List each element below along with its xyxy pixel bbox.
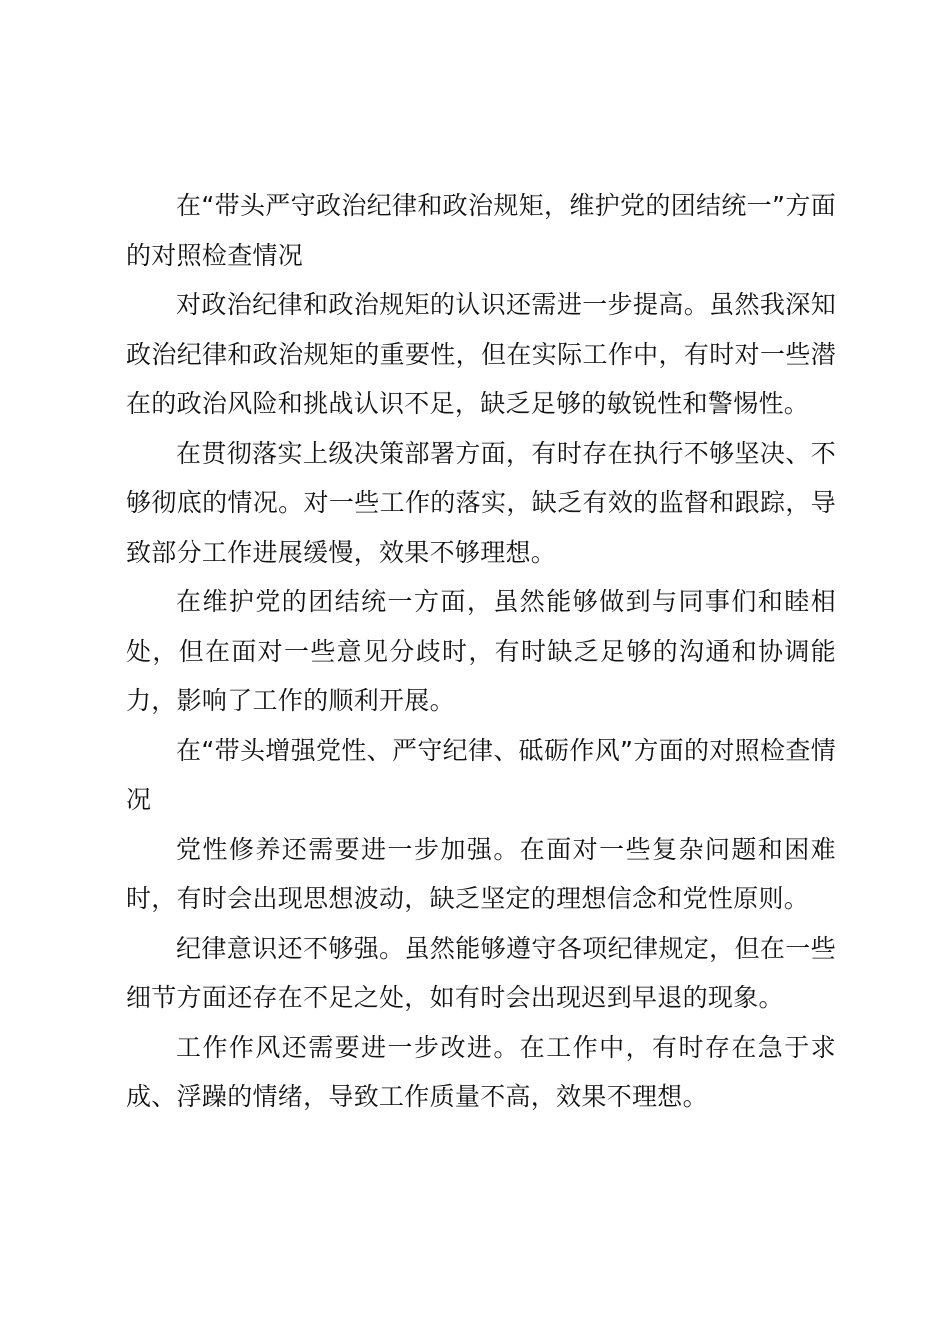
document-body	[126, 181, 836, 1122]
section-heading: 在“带头增强党性、严守纪律、砥砺作风”方面的对照检查情况	[126, 735, 836, 814]
body-paragraph: 在维护党的团结统一方面，虽然能够做到与同事们和睦相处，但在面对一些意见分歧时，有时缺乏足够的沟通和协调能力，影响了工作的顺利开展。	[126, 587, 836, 715]
body-paragraph: 纪律意识还不够强。虽然能够遵守各项纪律规定，但在一些细节方面还存在不足之处，如有时会出现迟到早退的现象。	[126, 933, 836, 1012]
body-paragraph: 对政治纪律和政治规矩的认识还需进一步提高。虽然我深知政治纪律和政治规矩的重要性，但在实际工作中，有时对一些潜在的政治风险和挑战认识不足，缺乏足够的敏锐性和警惕性。	[126, 290, 836, 418]
body-paragraph: 党性修养还需要进一步加强。在面对一些复杂问题和困难时，有时会出现思想波动，缺乏坚定的理想信念和党性原则。	[126, 834, 836, 913]
section-heading: 在“带头严守政治纪律和政治规矩，维护党的团结统一”方面的对照检查情况	[126, 191, 836, 270]
body-paragraph: 工作作风还需要进一步改进。在工作中，有时存在急于求成、浮躁的情绪，导致工作质量不高，效果不理想。	[126, 1032, 836, 1111]
body-paragraph: 在贯彻落实上级决策部署方面，有时存在执行不够坚决、不够彻底的情况。对一些工作的落实，缺乏有效的监督和跟踪，导致部分工作进展缓慢，效果不够理想。	[126, 438, 836, 567]
